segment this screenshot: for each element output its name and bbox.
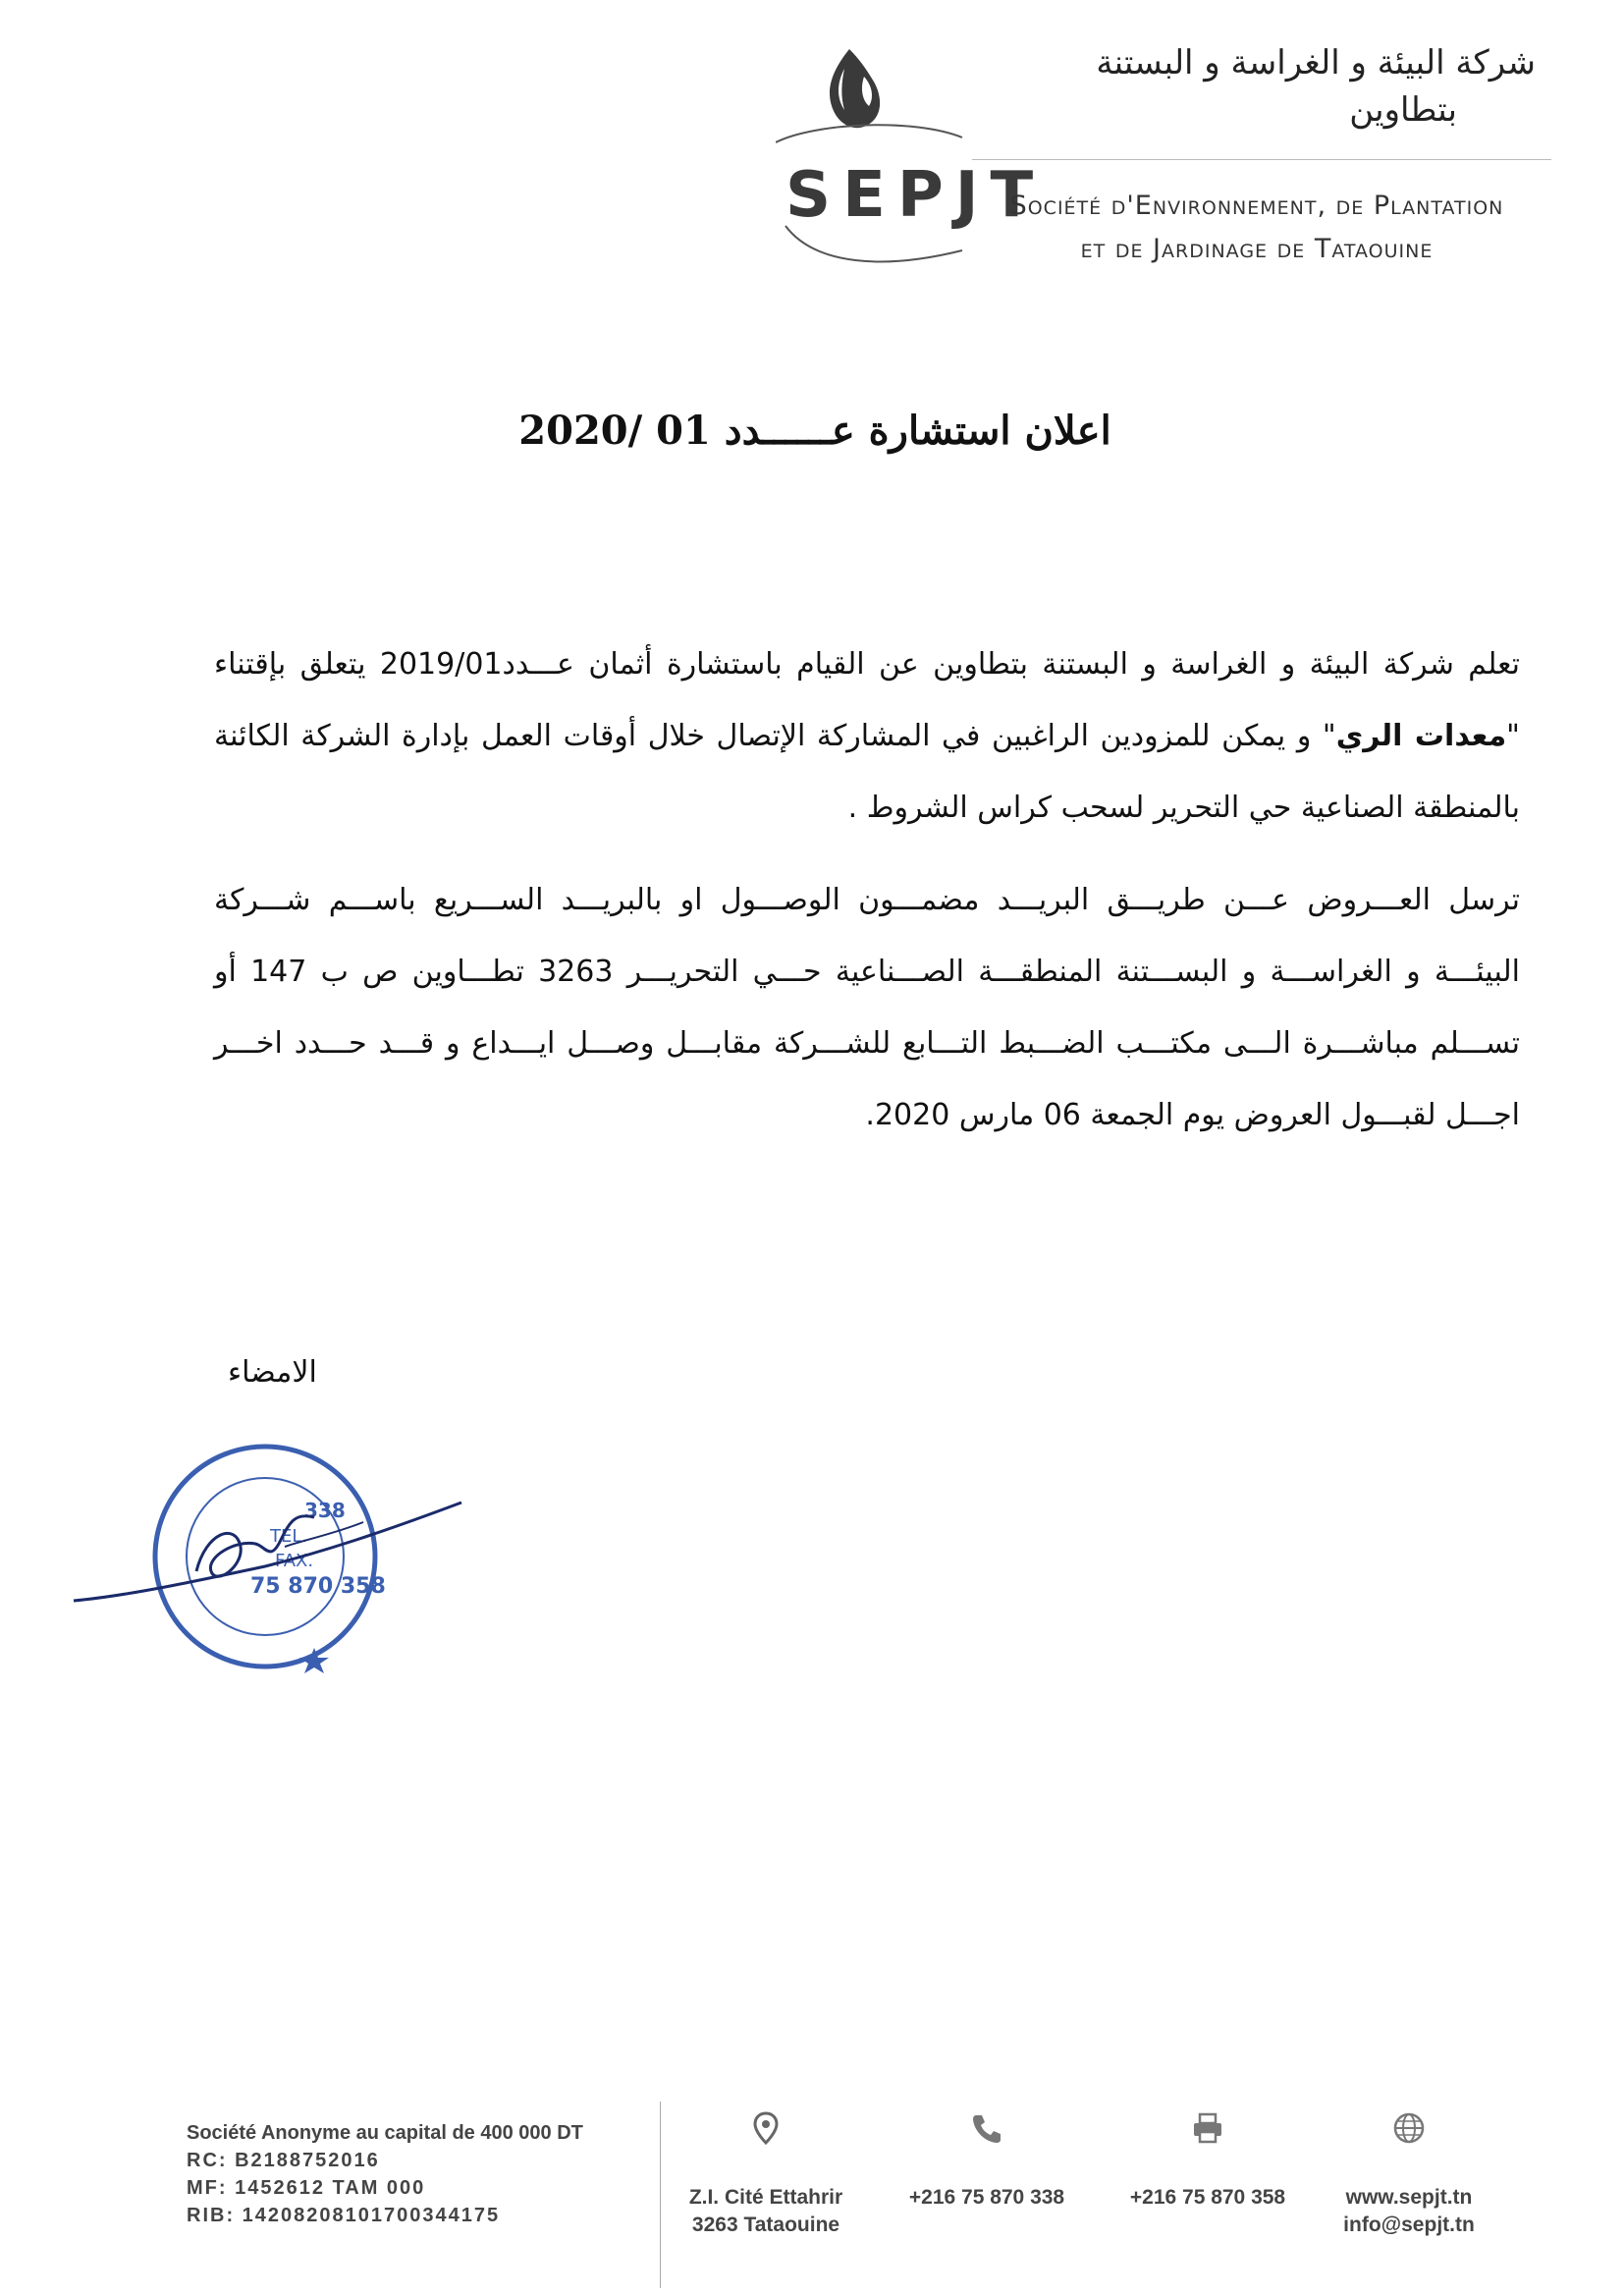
company-name-french — [972, 185, 1542, 271]
footer-address-line1: Z.I. Cité Ettahrir — [688, 2186, 843, 2209]
footer-fax-number: +216 75 870 358 — [1129, 2186, 1286, 2209]
footer-legal-info — [187, 2119, 648, 2229]
phone-icon — [970, 2111, 1003, 2145]
signature-label: الامضاء — [228, 1355, 317, 1390]
logo-wordmark: SEPJT — [785, 159, 1046, 232]
document-title: اعلان استشارة عــــــدد 01 /2020 — [518, 408, 1111, 454]
footer-phone — [889, 2111, 1085, 2212]
footer-address — [677, 2111, 854, 2239]
svg-text:75 870 358: 75 870 358 — [250, 1574, 386, 1599]
footer-phone-number: +216 75 870 338 — [908, 2186, 1065, 2209]
paragraph-1-rest: " و يمكن للمزودين الراغبين في المشاركة الإتصال خلال أوقات العمل بإدارة الشركة الكائنة بالمنطقة الصناعية حي التحرير لسحب كراس الشروط . — [214, 719, 1520, 825]
svg-text:TEL.: TEL. — [270, 1526, 308, 1547]
svg-text:338: 338 — [304, 1499, 346, 1522]
header-divider — [972, 159, 1551, 160]
fax-icon — [1191, 2111, 1224, 2145]
company-name-arabic-line1: شركة البيئة و الغراسة و البستنة — [1096, 43, 1536, 82]
footer-capital: Société Anonyme au capital de 400 000 DT — [187, 2122, 583, 2144]
company-name-arabic-line2: بتطاوين — [1349, 90, 1457, 130]
paragraph-1-item: معدات الري — [1335, 719, 1507, 753]
body-paragraph-2: ترسل العـــروض عـــن طريـــق البريـــد مضمـــون الوصـــول او بالبريـــد الســـريع باســـم شـــركة البيئـــة و الغراســـة و البســـتنة المنطقـــة الصـــناعية حـــي التحريـــر 3263 تطـــاوين ص ب 147 أو تســـلم مباشـــرة الـــى مكتـــب الضـــبط التـــابع للشـــركة مقابـــل وصـــل ايـــداع و قـــد حـــدد اخـــر اجـــل لقبـــول العروض يوم الجمعة 06 مارس 2020. — [214, 883, 1520, 1132]
footer-rib: RIB: 14208208101700344175 — [187, 2205, 501, 2226]
svg-text:FAX.: FAX. — [275, 1551, 314, 1571]
company-name-arabic — [947, 39, 1536, 134]
body-paragraph-1 — [214, 629, 1520, 844]
company-stamp-icon — [69, 1424, 481, 1689]
footer-website-link[interactable]: www.sepjt.tn — [1345, 2186, 1473, 2209]
company-name-french-line2: et de Jardinage de Tataouine — [1080, 234, 1434, 264]
footer-web — [1321, 2111, 1497, 2239]
paragraph-1-intro: تعلم شركة البيئة و الغراسة و البستنة بتطاوين عن القيام باستشارة أثمان عـــدد2019/01 يتعلق بإقتناء " — [214, 647, 1520, 753]
footer-mf: MF: 1452612 TAM 000 — [187, 2177, 426, 2199]
footer-divider — [660, 2102, 661, 2288]
footer-rc: RC: B2188752016 — [187, 2150, 380, 2171]
company-logo-icon — [776, 29, 972, 270]
footer-address-line2: 3263 Tataouine — [691, 2214, 840, 2236]
location-pin-icon — [749, 2111, 783, 2145]
globe-icon — [1392, 2111, 1426, 2145]
company-name-french-line1: Société d'Environnement, de Plantation — [1009, 191, 1504, 221]
footer-fax — [1110, 2111, 1306, 2212]
footer-email-link[interactable]: info@sepjt.tn — [1343, 2214, 1475, 2236]
